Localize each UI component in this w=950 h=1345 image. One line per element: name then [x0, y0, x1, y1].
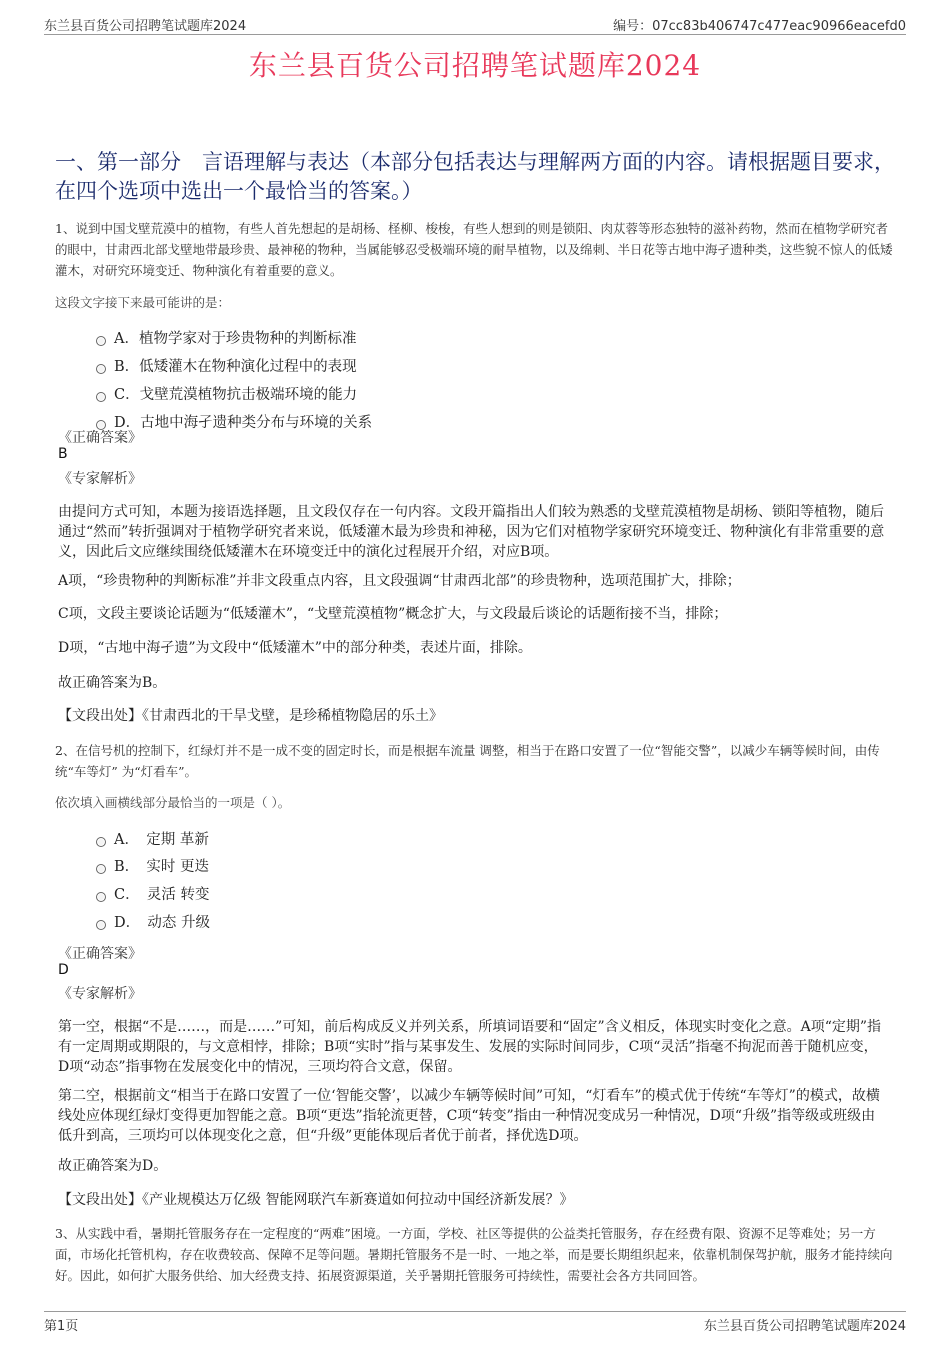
radio-icon[interactable] — [96, 920, 106, 930]
section-heading: 一、第一部分 言语理解与表达（本部分包括表达与理解两方面的内容。请根据题目要求，在四个选项中选出一个最恰当的答案。） — [55, 150, 895, 203]
q2-analysis-label: 《专家解析》 — [58, 986, 142, 1002]
q2-option-b[interactable] — [96, 857, 209, 877]
q1-answer: B — [58, 446, 68, 462]
q2-answer: D — [58, 962, 69, 978]
q1-option-c-label: C．戈壁荒漠植物抗击极端环境的能力 — [114, 387, 358, 403]
radio-icon[interactable] — [96, 837, 106, 847]
q2-option-d[interactable] — [96, 913, 210, 933]
radio-icon[interactable] — [96, 392, 106, 402]
q2-prompt: 依次填入画横线部分最恰当的一项是（ ）。 — [55, 795, 291, 810]
q1-analysis-5: 故正确答案为B。 — [58, 675, 167, 691]
footer-title: 东兰县百货公司招聘笔试题库2024 — [703, 1319, 906, 1334]
header-left: 东兰县百货公司招聘笔试题库2024 — [44, 19, 247, 34]
q2-analysis-2: 第二空，根据前文“相当于在路口安置了一位‘智能交警’，以减少车辆等候时间”可知，“灯看车”的模式优于传统“车等灯”的模式，故横线处应体现红绿灯变得更加智能之意。B项“更迭”指轮流更替，C项“转变”指由一种情况变成另一种情况，D项“升级”指等级或班级由低升到高，三项均可以体现变化之意，但“升级”更能体现后者优于前者，择优选D项。 — [58, 1088, 880, 1144]
page-title: 东兰县百货公司招聘笔试题库2024 — [248, 49, 702, 82]
radio-icon[interactable] — [96, 336, 106, 346]
q2-analysis-3: 故正确答案为D。 — [58, 1158, 168, 1174]
q1-option-c[interactable] — [96, 385, 357, 405]
q1-option-d-label: D．古地中海孑遗种类分布与环境的关系 — [114, 415, 373, 431]
radio-icon[interactable] — [96, 892, 106, 902]
q1-analysis-4: D项，“古地中海孑遗”为文段中“低矮灌木”中的部分种类，表述片面，排除。 — [58, 640, 532, 656]
q2-option-a-label: A． 定期 革新 — [114, 832, 209, 848]
q2-stem: 2、在信号机的控制下，红绿灯并不是一成不变的固定时长，而是根据车流量 调整，相当于在路口安置了一位“智能交警”，以减少车辆等候时间，由传统“车等灯” 为“灯看车”。 — [55, 743, 880, 779]
q1-option-a-label: A．植物学家对于珍贵物种的判断标准 — [114, 331, 357, 347]
q1-option-a[interactable] — [96, 329, 356, 349]
q1-stem: 1、说到中国戈壁荒漠中的植物，有些人首先想起的是胡杨、柽柳、梭梭，有些人想到的则是锁阳、肉苁蓉等形态独特的滋补药物，然而在植物学研究者的眼中，甘肃西北部戈壁地带最珍贵、最神秘的物种，当属能够忍受极端环境的耐旱植物，以及绵刺、半日花等古地中海孑遗种类，这些貌不惊人的低矮灌木，对研究环境变迁、物种演化有着重要的意义。 — [55, 221, 893, 278]
q2-option-c-label: C． 灵活 转变 — [114, 887, 210, 903]
page-footer — [44, 1311, 906, 1334]
q1-analysis-label: 《专家解析》 — [58, 471, 142, 487]
q1-analysis-3: C项，文段主要谈论话题为“低矮灌木”，“戈壁荒漠植物”概念扩大，与文段最后谈论的话题衔接不当，排除； — [58, 606, 728, 622]
header-right: 编号：07cc83b406747c477eac90966eacefd0 — [613, 19, 906, 34]
q1-option-b-label: B．低矮灌木在物种演化过程中的表现 — [114, 359, 357, 375]
q1-source: 【文段出处】《甘肃西北的干旱戈壁，是珍稀植物隐居的乐土》 — [58, 708, 443, 724]
q1-answer-label: 《正确答案》 — [58, 430, 142, 446]
radio-icon[interactable] — [96, 364, 106, 374]
q2-answer-label: 《正确答案》 — [58, 946, 142, 962]
q1-analysis-1: 由提问方式可知，本题为接语选择题，且文段仅存在一句内容。文段开篇指出人们较为熟悉的戈壁荒漠植物是胡杨、锁阳等植物，随后通过“然而”转折强调对于植物学研究者来说，低矮灌木最为珍贵和神秘，因为它们对植物学家研究环境变迁、物种演化有非常重要的意义，因此后文应继续围绕低矮灌木在环境变迁中的演化过程展开介绍，对应B项。 — [58, 504, 885, 560]
q1-analysis-2: A项，“珍贵物种的判断标准”并非文段重点内容，且文段强调“甘肃西北部”的珍贵物种，选项范围扩大，排除； — [58, 573, 741, 589]
q3-stem: 3、从实践中看，暑期托管服务存在一定程度的“两难”困境。一方面，学校、社区等提供的公益类托管服务，存在经费有限、资源不足等难处；另一方面，市场化托管机构，存在收费较高、保障不足等问题。暑期托管服务不是一时、一地之举，而是要长期组织起来，依靠机制保驾护航，服务才能持续向好。因此，如何扩大服务供给、加大经费支持、拓展资源渠道，关乎暑期托管服务可持续性，需要社会各方共同回答。 — [55, 1226, 893, 1283]
q1-prompt: 这段文字接下来最可能讲的是： — [55, 295, 231, 310]
page-header — [44, 14, 906, 35]
q2-option-a[interactable] — [96, 830, 209, 850]
footer-page-number: 第1页 — [44, 1319, 79, 1334]
q2-source: 【文段出处】《产业规模达万亿级 智能网联汽车新赛道如何拉动中国经济新发展？》 — [58, 1192, 574, 1208]
q2-option-b-label: B． 实时 更迭 — [114, 859, 210, 875]
q2-analysis-1: 第一空，根据“不是……，而是……”可知，前后构成反义并列关系，所填词语要和“固定”含义相反，体现实时变化之意。A项“定期”指有一定周期或期限的，与文意相悖，排除；B项“实时”指与某事发生、发展的实际时间同步，C项“灵活”指毫不拘泥而善于随机应变，D项“动态”指事物在发展变化中的情况，三项均符合文意，保留。 — [58, 1019, 882, 1075]
q2-option-c[interactable] — [96, 885, 209, 905]
radio-icon[interactable] — [96, 864, 106, 874]
q2-option-d-label: D． 动态 升级 — [114, 915, 210, 931]
q1-option-b[interactable] — [96, 357, 357, 377]
